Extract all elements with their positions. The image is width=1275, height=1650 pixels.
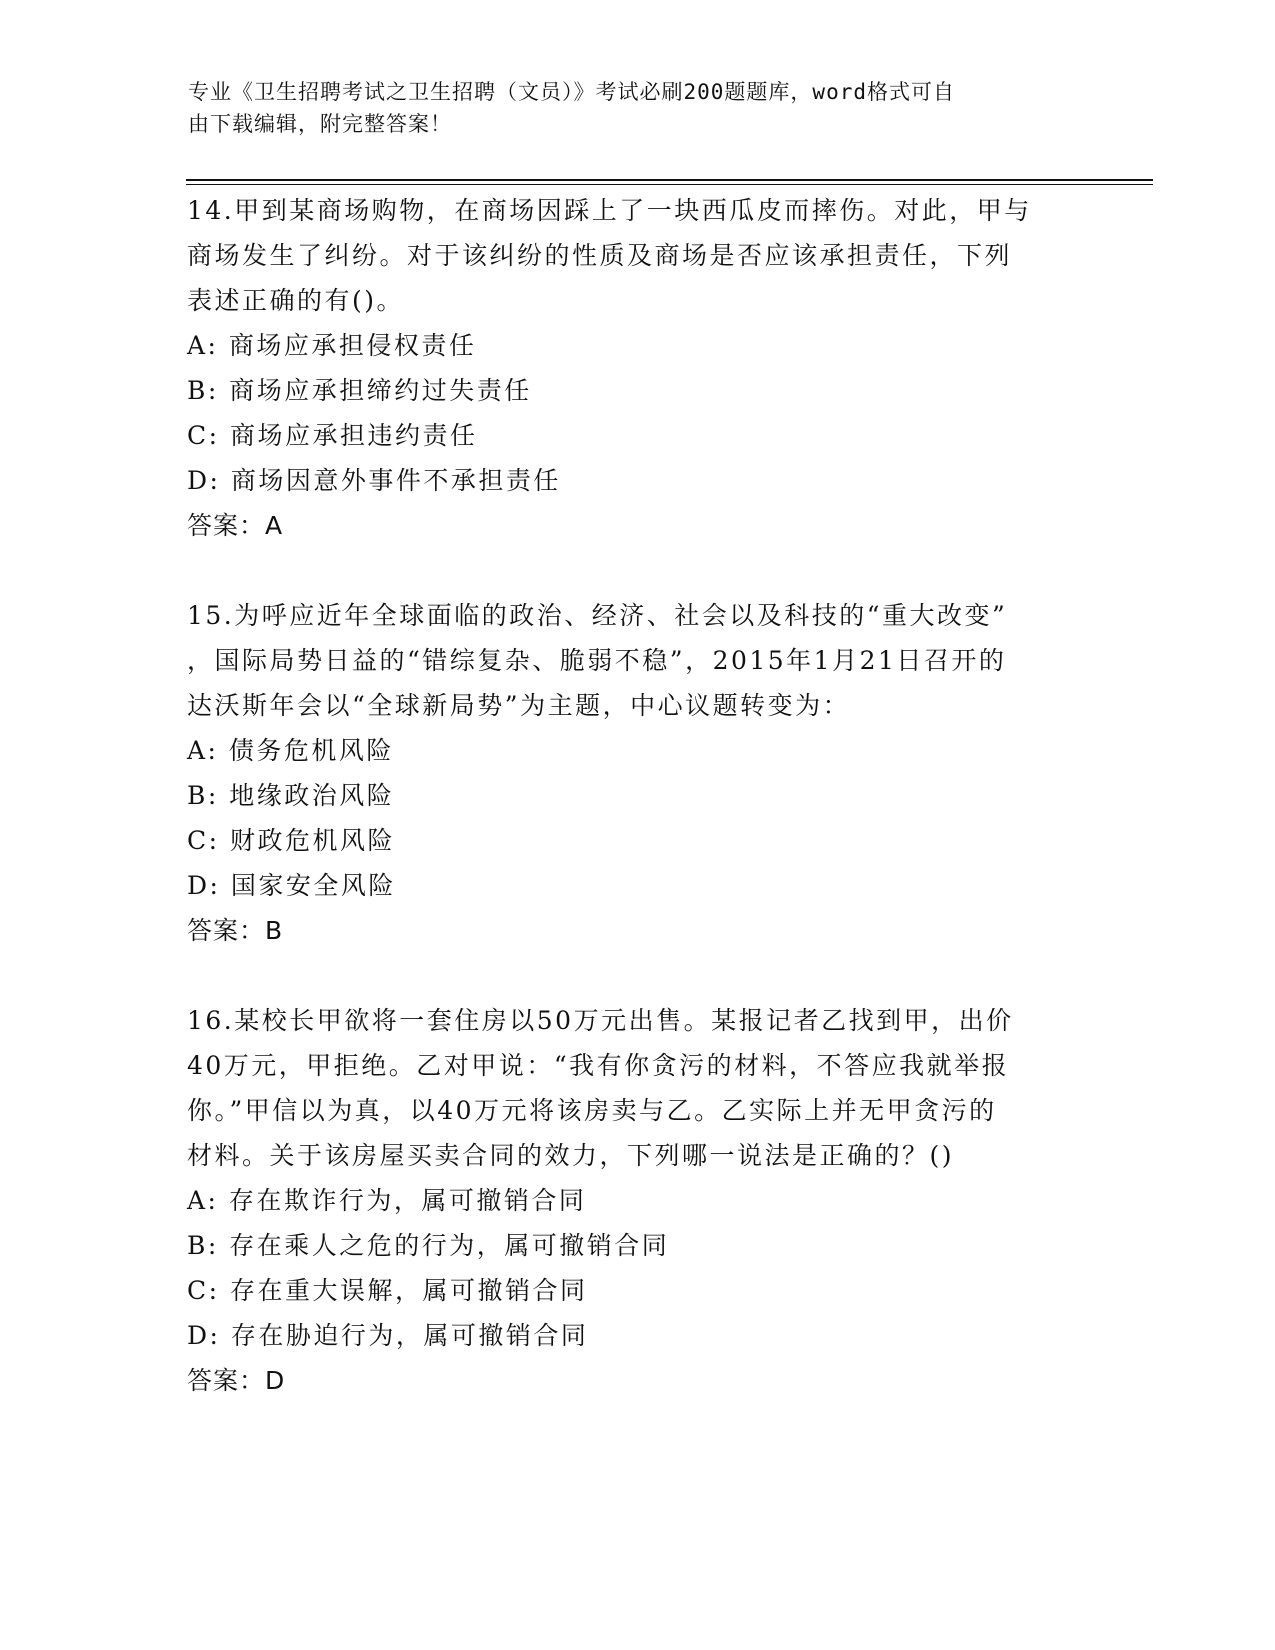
answer-line: 答案：A — [187, 511, 284, 540]
question-15 — [187, 593, 1107, 954]
question-stem-line: ，国际局势日益的“错综复杂、脆弱不稳”，2015年1月21日召开的 — [187, 646, 1007, 675]
question-spacer — [187, 954, 1107, 998]
option-c: C: 财政危机风险 — [187, 826, 395, 855]
option-d: D: 存在胁迫行为，属可撤销合同 — [187, 1321, 589, 1350]
question-stem-line: 表述正确的有()。 — [187, 286, 405, 315]
option-a: A: 商场应承担侵权责任 — [187, 331, 477, 360]
question-16 — [187, 998, 1107, 1404]
answer-line: 答案：D — [187, 1366, 286, 1395]
option-b: B: 商场应承担缔约过失责任 — [187, 376, 532, 405]
option-b: B: 存在乘人之危的行为，属可撤销合同 — [187, 1231, 670, 1260]
header-divider-thick — [186, 179, 1153, 181]
option-a: A: 存在欺诈行为，属可撤销合同 — [187, 1186, 587, 1215]
option-d: D: 国家安全风险 — [187, 871, 396, 900]
option-c: C: 存在重大误解，属可撤销合同 — [187, 1276, 588, 1305]
question-stem-line: 40万元，甲拒绝。乙对甲说：“我有你贪污的材料，不答应我就举报 — [187, 1051, 1010, 1080]
option-d: D: 商场因意外事件不承担责任 — [187, 466, 561, 495]
question-stem-line: 达沃斯年会以“全球新局势”为主题，中心议题转变为： — [187, 691, 851, 720]
answer-line: 答案：B — [187, 916, 284, 945]
option-a: A: 债务危机风险 — [187, 736, 394, 765]
option-b: B: 地缘政治风险 — [187, 781, 395, 810]
question-stem-line: 16.某校长甲欲将一套住房以50万元出售。某报记者乙找到甲，出价 — [187, 1006, 1014, 1035]
question-stem-line: 材料。关于该房屋买卖合同的效力，下列哪一说法是正确的？() — [187, 1141, 955, 1170]
question-14 — [187, 188, 1107, 549]
header-line-1: 专业《卫生招聘考试之卫生招聘（文员）》考试必刷200题题库，word格式可自 — [188, 80, 955, 104]
option-c: C: 商场应承担违约责任 — [187, 421, 478, 450]
header-line-2: 由下载编辑，附完整答案！ — [188, 112, 452, 136]
document-header — [188, 76, 1068, 140]
question-stem-line: 15.为呼应近年全球面临的政治、经济、社会以及科技的“重大改变” — [187, 601, 1008, 630]
header-divider-thin — [186, 184, 1153, 185]
question-stem-line: 14.甲到某商场购物，在商场因踩上了一块西瓜皮而摔伤。对此，甲与 — [187, 196, 1032, 225]
question-stem-line: 你。”甲信以为真，以40万元将该房卖与乙。乙实际上并无甲贪污的 — [187, 1096, 997, 1125]
question-stem-line: 商场发生了纠纷。对于该纠纷的性质及商场是否应该承担责任，下列 — [187, 241, 1013, 270]
question-spacer — [187, 549, 1107, 593]
question-list — [187, 188, 1107, 1404]
